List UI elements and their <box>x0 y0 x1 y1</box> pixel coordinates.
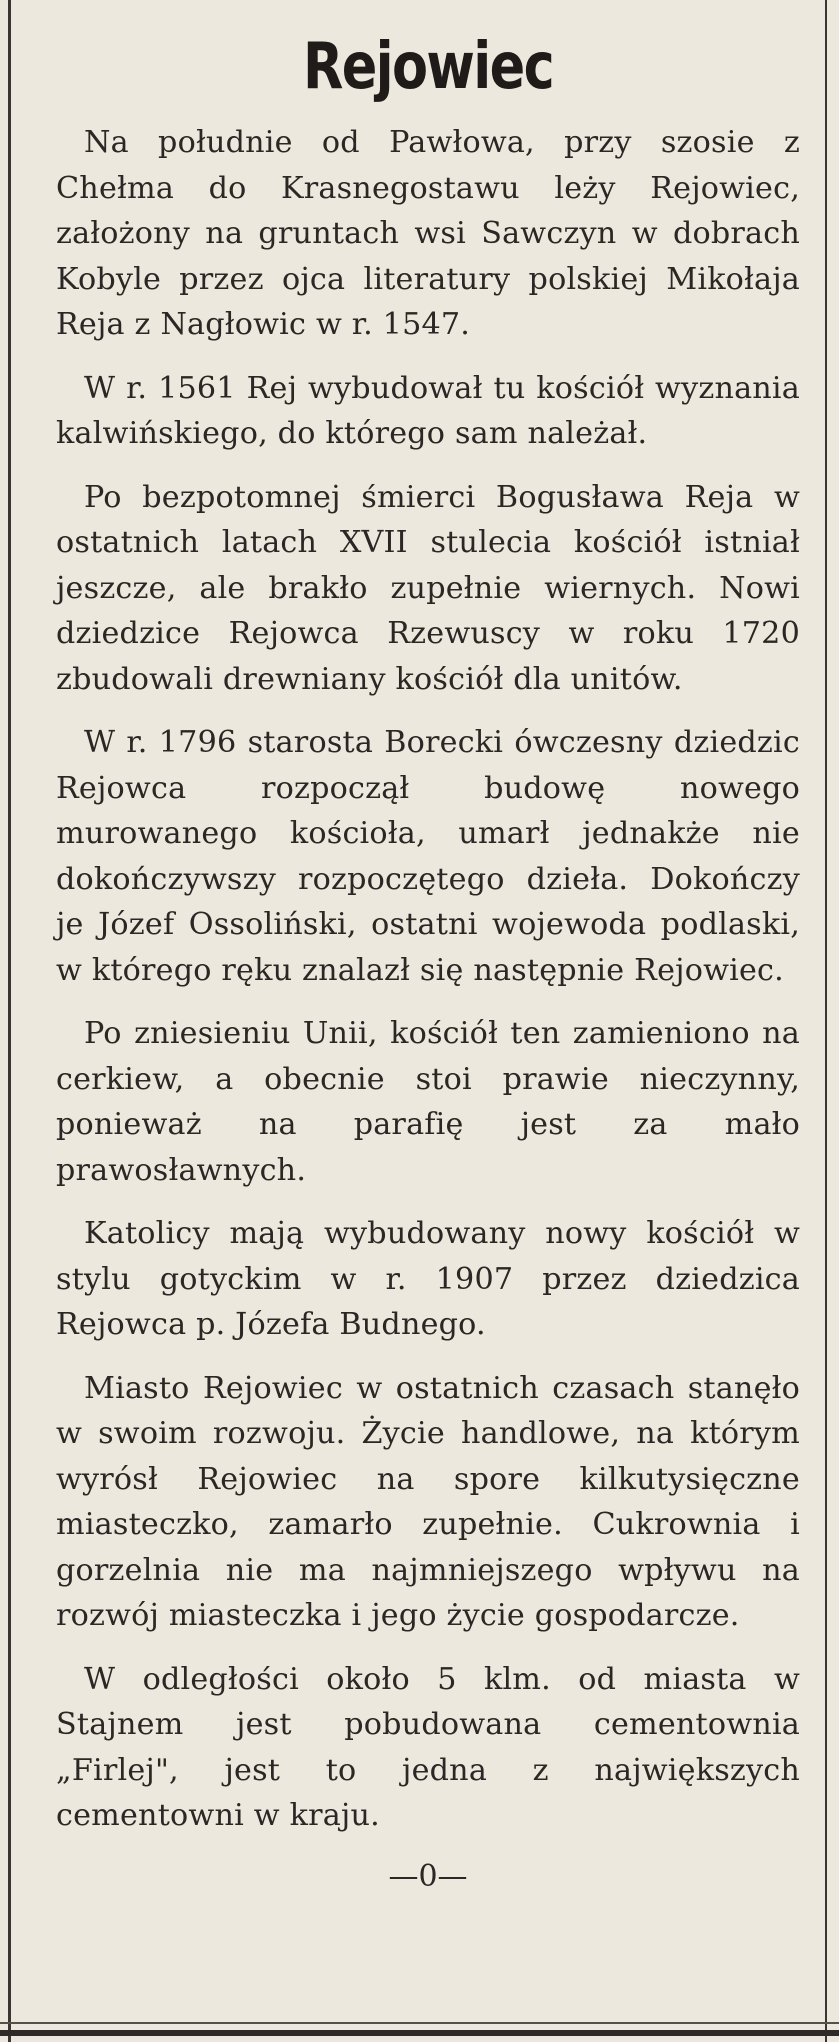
column-rule-left <box>8 0 11 2042</box>
article-paragraph-1: Na południe od Pawłowa, przy szosie z Chełma do Krasnegostawu leży Rejowiec, założony na gruntach wsi Sawczyn w dobrach Kobyle przez ojca literatury polskiej Mikołaja Reja z Nagłowic w r. 1547. <box>56 125 800 342</box>
article-headline: Rejowiec <box>302 30 554 104</box>
column-rule-right <box>825 0 827 2042</box>
article-paragraph-3: Po bezpotomnej śmierci Bogusława Reja w ostatnich latach XVII stulecia kościół istniał jeszcze, ale brakło zupełnie wiernych. Nowi dziedzice Rejowca Rzewuscy w roku 1720 zbudowali drewniany kościół dla unitów. <box>56 479 800 697</box>
bottom-rule-thin <box>0 2022 839 2024</box>
end-ornament: —0— <box>388 1858 468 1894</box>
article-paragraph-2: W r. 1561 Rej wybudował tu kościół wyznania kalwińskiego, do którego sam należał. <box>56 370 800 451</box>
article-column <box>56 22 800 1897</box>
article-paragraph-5: Po zniesieniu Unii, kościół ten zamieniono na cerkiew, a obecnie stoi prawie nieczynny, ponieważ na parafię jest za mało prawosławnych. <box>56 1016 800 1188</box>
article-paragraph-4: W r. 1796 starosta Borecki ówczesny dziedzic Rejowca rozpoczął budowę nowego murowanego kościoła, umarł jednakże nie dokończywszy rozpoczętego dzieła. Dokończy je Józef Ossoliński, ostatni wojewoda podlaski, w którego ręku znalazł się następnie Rejowiec. <box>56 725 800 988</box>
article-paragraph-8: W odległości około 5 klm. od miasta w Stajnem jest pobudowana cementownia „Firlej", jest to jedna z największych cementowni w kraju. <box>56 1661 800 1833</box>
article-paragraph-6: Katolicy mają wybudowany nowy kościół w stylu gotyckim w r. 1907 przez dziedzica Rejowca p. Józefa Budnego. <box>56 1216 800 1342</box>
article-paragraph-7: Miasto Rejowiec w ostatnich czasach stanęło w swoim rozwoju. Życie handlowe, na którym wyrósł Rejowiec na spore kilkutysięczne miasteczko, zamarło zupełnie. Cukrownia i gorzelnia nie ma najmniejszego wpływu na rozwój miasteczka i jego życie gospodarcze. <box>56 1370 800 1633</box>
bottom-rule-thick <box>0 2030 839 2036</box>
